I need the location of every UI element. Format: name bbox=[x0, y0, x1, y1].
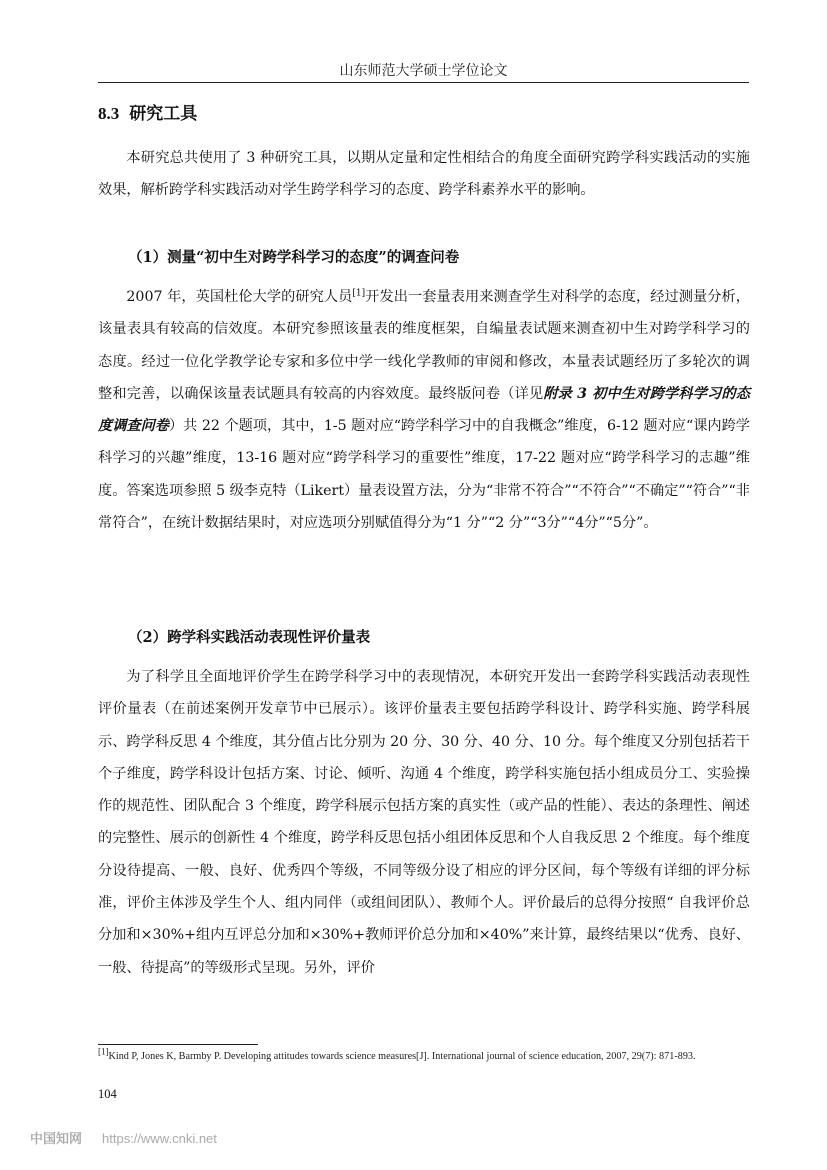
questionnaire-text-end: ）共 22 个题项，其中，1-5 题对应“跨学科学习中的自我概念”维度，6-12 题对应“课内跨学科学习的兴趣”维度，13-16 题对应“跨学科学习的重要性”维度，17-22 题对应“跨学科学习的志趣”维度。答案选项参照 5 级李克特（Likert）量表设置方法，分为“非常不符合”“不符合”“不确定”“符合”“非常符合”，在统计数据结果时，对应选项分别赋值得分为“1 分”“2 分”“3分”“4分”“5分”。 bbox=[98, 418, 750, 532]
page-number: 104 bbox=[98, 1087, 117, 1101]
watermark-url: https://www.cnki.net bbox=[102, 1131, 217, 1146]
running-header: 山东师范大学硕士学位论文 bbox=[98, 60, 749, 83]
questionnaire-paragraph bbox=[98, 281, 750, 539]
section-title: 研究工具 bbox=[129, 104, 198, 124]
appendix-reference: 附录 3 初中生对跨学科学习的态度调查问卷 bbox=[98, 385, 750, 435]
section-number: 8.3 bbox=[98, 104, 120, 123]
watermark bbox=[30, 1128, 217, 1147]
footnote-text: Kind P, Jones K, Barmby P. Developing attitudes towards science measures[J]. International journal of science education, 2007, 29(7): 871-893. bbox=[108, 1051, 696, 1062]
section-heading bbox=[98, 101, 197, 127]
questionnaire-text-start: 2007 年，英国杜伦大学的研究人员 bbox=[126, 289, 353, 305]
watermark-brand: 中国知网 bbox=[30, 1131, 83, 1146]
footnote-divider bbox=[98, 1044, 258, 1045]
footnote-marker: [1] bbox=[98, 1046, 109, 1057]
footnote bbox=[98, 1046, 754, 1064]
intro-paragraph: 本研究总共使用了 3 种研究工具，以期从定量和定性相结合的角度全面研究跨学科实践活动的实施效果，解析跨学科实践活动对学生跨学科学习的态度、跨学科素养水平的影响。 bbox=[98, 150, 750, 199]
questionnaire-text-mid: 开发出一套量表用来测查学生对科学的态度，经过测量分析，该量表具有较高的信效度。本研究参照该量表的维度框架，自编量表试题来测查初中生对跨学科学习的态度。经过一位化学教学论专家和多位中学一线化学教师的审阅和修改，本量表试题经历了多轮次的调整和完善，以确保该量表试题具有较高的内容效度。最终版问卷（详见 bbox=[98, 289, 750, 402]
evaluation-paragraph: 为了科学且全面地评价学生在跨学科学习中的表现情况，本研究开发出一套跨学科实践活动表现性评价量表（在前述案例开发章节中已展示）。该评价量表主要包括跨学科设计、跨学科实施、跨学科展示、跨学科反思 4 个维度，其分值占比分别为 20 分、30 分、40 分、10 分。每个维度又分别包括若干个子维度，跨学科设计包括方案、讨论、倾听、沟通 4 个维度，跨学科实施包括小组成员分工、实验操作的规范性、团队配合 3 个维度，跨学科展示包括方案的真实性（或产品的性能）、表达的条理性、阐述的完整性、展示的创新性 4 个维度，跨学科反思包括小组团体反思和个人自我反思 2 个维度。每个维度分设待提高、一般、良好、优秀四个等级，不同等级分设了相应的评分区间，每个等级有详细的评分标准，评价主体涉及学生个人、组内同伴（或组间团队）、教师个人。评价最后的总得分按照“ 自我评价总分加和×30%+组内互评总分加和×30%+教师评价总分加和×40%”来计算，最终结果以“优秀、良好、一般、待提高”的等级形式呈现。另外，评价 bbox=[98, 669, 750, 976]
subheading-evaluation-scale: （2）跨学科实践活动表现性评价量表 bbox=[128, 629, 371, 646]
subheading-questionnaire: （1）测量“初中生对跨学科学习的态度”的调查问卷 bbox=[128, 249, 460, 266]
footnote-reference[interactable]: [1] bbox=[352, 288, 366, 299]
